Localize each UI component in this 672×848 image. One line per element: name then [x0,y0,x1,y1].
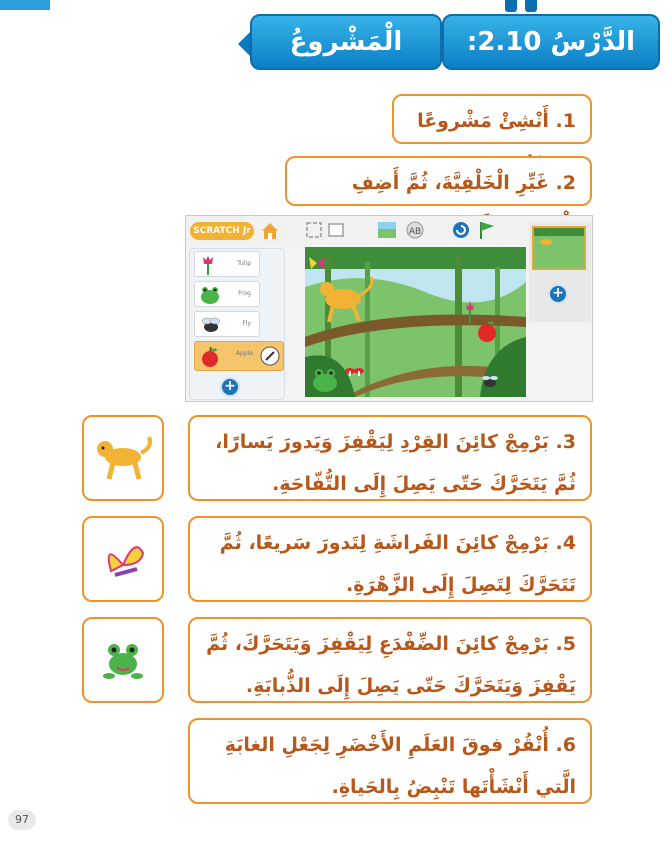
monkey-icon [91,433,155,483]
step-5 [188,617,592,703]
sprite-frog[interactable] [194,281,260,307]
step-4 [188,516,592,602]
stage-jungle-scene [305,247,526,397]
presentation-icon [328,222,344,238]
step-number: 1. [555,110,576,132]
page-number: 97 [8,810,36,830]
frog-icon [199,285,221,305]
step-number: 2. [555,172,576,194]
home-icon [260,221,280,241]
step-text: بَرْمِجْ كائِنَ القِرْدِ لِيَقْفِزَ وَيَدورَ يَسارًا، ثُمَّ يَتَحَرَّكَ حَتّى يَصِلَ إِلَى التُّفّاحَةِ. [215,431,576,495]
step-text: بَرْمِجْ كائِنَ الضِّفْدَعِ لِيَقْفِزَ وَيَتَحَرَّكَ، ثُمَّ يَقْفِزَ وَيَتَحَرَّكَ حَتّى يَصِلَ إِلَى الذُّبابَةِ. [206,633,576,697]
reset-icon [452,221,470,239]
step-number: 6. [555,734,576,756]
monkey-icon-box [82,415,164,501]
top-tab-marker [505,0,517,12]
top-tab-marker [525,0,537,12]
sprite-fly[interactable] [194,311,260,337]
apple-icon [200,346,220,368]
sprite-tulip[interactable] [194,251,260,277]
step-text: أَنْشِئْ مَشْروعًا [417,110,549,132]
step-text: بَرْمِجْ كائِنَ الفَراشَةِ لِتَدورَ سَريعًا، ثُمَّ تَتَحَرَّكَ لِتَصِلَ إِلَى الزَّهْرَةِ. [219,532,576,596]
butterfly-icon-box [82,516,164,602]
lesson-title: الْمَشْروعُ [250,14,442,70]
frog-icon-box [82,617,164,703]
step-number: 4. [555,532,576,554]
step-2 [285,156,592,206]
step-3 [188,415,592,501]
sprite-panel [189,248,285,400]
step-text: أُنْقُرْ فوقَ العَلَمِ الأَخْضَرِ لِجَعْلِ الغابَةِ الَّتي أَنْشَأْتَها تَنْبِضُ بِالحَياةِ. [224,734,576,798]
fullscreen-icon [306,222,322,238]
sprite-apple[interactable] [194,341,284,371]
step-1 [392,94,592,144]
background-icon [378,222,396,238]
sprite-label: Apple [235,350,253,357]
scratchjr-screenshot [185,215,593,402]
sprite-label: Frog [238,290,251,297]
top-color-strip [0,0,50,10]
step-number: 3. [555,431,576,453]
fly-icon [200,317,222,333]
step-text: غَيِّرِ الْخَلْفِيَّةَ، ثُمَّ أَضِفِ [351,172,549,194]
frog-icon [99,638,147,682]
sprite-label: Tulip [237,260,251,267]
tulip-icon [201,255,215,275]
add-sprite-button[interactable]: + [220,377,240,397]
svg-text:AB: AB [408,227,422,237]
scratchjr-logo: SCRATCH Jr [190,222,254,240]
lesson-label: الدَّرْسُ 2.10: [442,14,660,70]
add-page-button[interactable]: + [548,284,568,304]
page-thumbnail[interactable] [532,226,586,270]
paint-editor-icon [260,346,280,366]
green-flag-icon [478,220,496,240]
step-number: 5. [555,633,576,655]
pages-panel [529,222,591,322]
sprite-label: Fly [242,320,251,327]
butterfly-icon [95,531,151,587]
text-icon [406,221,424,239]
step-6 [188,718,592,804]
